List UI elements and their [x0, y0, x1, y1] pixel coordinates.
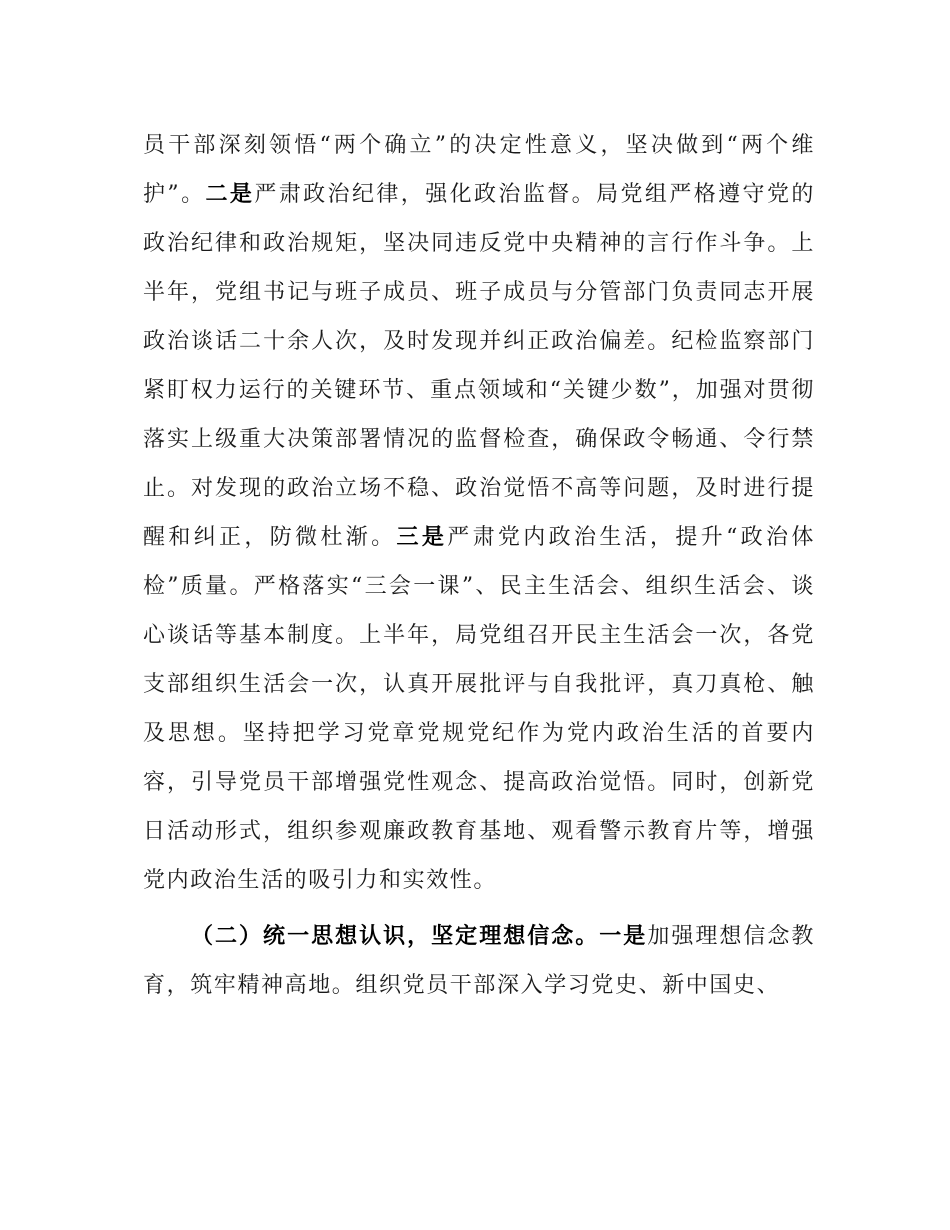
paragraph1-text-part2: 严肃政治纪律，强化政治监督。局党组严格遵守党的政治纪律和政治规矩，坚决同违反党中央精神的言行作斗争。上半年，党组书记与班子成员、班子成员与分管部门负责同志开展政治谈话二十余人次，及时发现并纠正政治偏差。纪检监察部门紧盯权力运行的关键环节、重点领域和“关键少数”，加强对贯彻落实上级重大决策部署情况的监督检查，确保政令畅通、令行禁止。对发现的政治立场不稳、政治觉悟不高等问题，及时进行提醒和纠正，防微杜渐。 — [143, 182, 815, 550]
point-three-marker: 三是 — [396, 524, 448, 550]
paragraph-political-discipline — [143, 121, 815, 905]
point-two-marker: 二是 — [205, 181, 255, 207]
paragraph1-text-part1: 员干部深刻领悟“两个确立”的决定性意义，坚决做到“两个维护”。 — [143, 133, 815, 207]
paragraph1-text-part3: 严肃党内政治生活，提升“政治体检”质量。严格落实“三会一课”、民主生活会、组织生活会、谈心谈话等基本制度。上半年，局党组召开民主生活会一次，各党支部组织生活会一次，认真开展批评与自我批评，真刀真枪、触及思想。坚持把学习党章党规党纪作为党内政治生活的首要内容，引导党员干部增强党性观念、提高政治觉悟。同时，创新党日活动形式，组织参观廉政教育基地、观看警示教育片等，增强党内政治生活的吸引力和实效性。 — [143, 525, 815, 893]
section-heading: （二）统一思想认识，坚定理想信念。 — [191, 923, 600, 949]
paragraph-ideals-beliefs — [143, 912, 815, 1010]
paragraph2-text: 加强理想信念教育，筑牢精神高地。组织党员干部深入学习党史、新中国史、 — [143, 924, 816, 998]
document-body — [143, 121, 815, 1010]
point-one-marker: 一是 — [599, 923, 648, 949]
